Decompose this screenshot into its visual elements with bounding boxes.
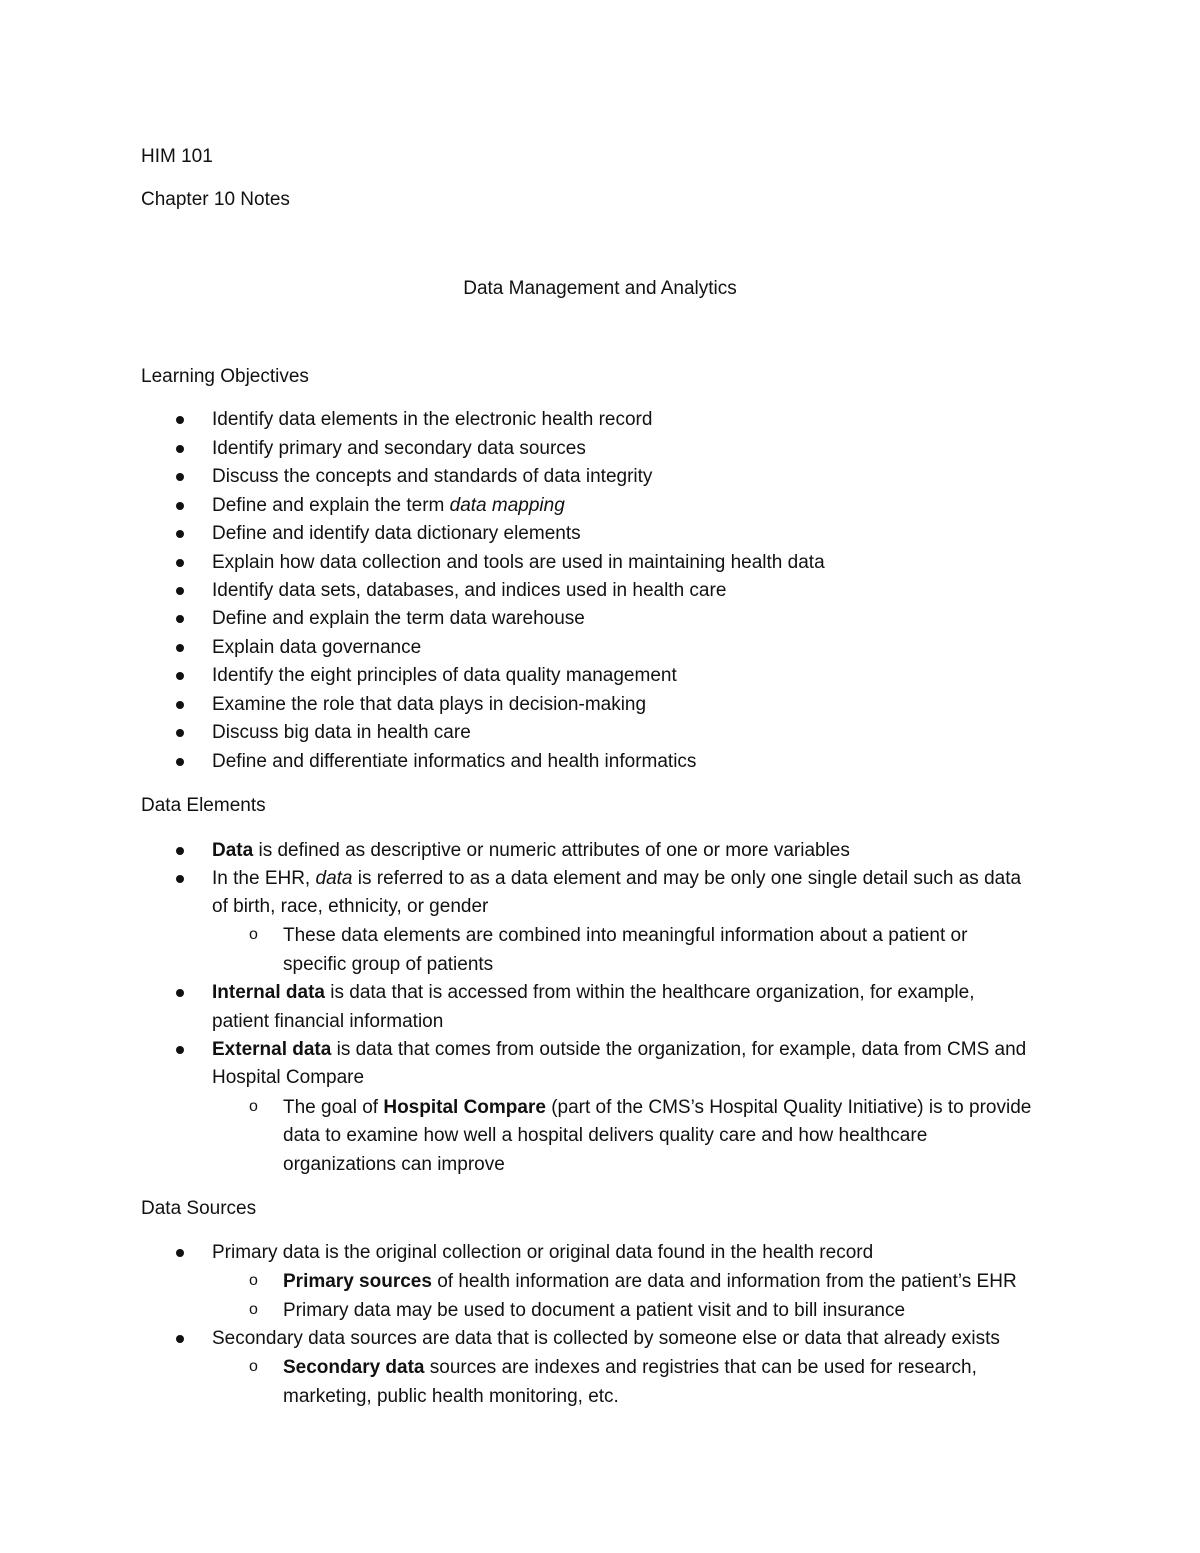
objective-item: Define and differentiate informatics and health informatics bbox=[212, 751, 697, 772]
bullet-icon bbox=[176, 729, 184, 737]
list-item bbox=[212, 1036, 1026, 1065]
sub-bullet-icon: o bbox=[249, 1272, 258, 1289]
bullet-icon bbox=[176, 989, 184, 997]
list-item: Secondary data sources are data that is collected by someone else or data that already exists bbox=[212, 1328, 1000, 1349]
item-text: is data that comes from outside the organization, for example, data from CMS and bbox=[331, 1039, 1027, 1060]
list-item-continuation: Hospital Compare bbox=[212, 1067, 365, 1088]
objective-item: Discuss big data in health care bbox=[212, 722, 471, 743]
item-text: The goal of bbox=[283, 1097, 384, 1118]
sub-list-item bbox=[283, 1268, 1017, 1297]
bullet-icon bbox=[176, 615, 184, 623]
sub-list-item: Primary data may be used to document a patient visit and to bill insurance bbox=[283, 1300, 906, 1321]
objective-item: Define and identify data dictionary elements bbox=[212, 523, 581, 544]
objective-italic-term: data mapping bbox=[449, 495, 565, 516]
sub-list-item-continuation: marketing, public health monitoring, etc. bbox=[283, 1386, 619, 1407]
list-item bbox=[212, 865, 1021, 894]
objectives-heading: Learning Objectives bbox=[141, 366, 309, 387]
objective-item: Explain how data collection and tools are used in maintaining health data bbox=[212, 552, 825, 573]
term-bold: Secondary data bbox=[283, 1357, 425, 1378]
bullet-icon bbox=[176, 445, 184, 453]
sub-list-item: These data elements are combined into meaningful information about a patient or bbox=[283, 925, 968, 946]
bullet-icon bbox=[176, 1335, 184, 1343]
data-sources-heading: Data Sources bbox=[141, 1198, 257, 1219]
sub-bullet-icon: o bbox=[249, 1301, 258, 1318]
list-item bbox=[212, 979, 975, 1008]
term-bold: Primary sources bbox=[283, 1271, 432, 1292]
bullet-icon bbox=[176, 758, 184, 766]
objective-item: Explain data governance bbox=[212, 637, 422, 658]
item-text: In the EHR, bbox=[212, 868, 316, 889]
bullet-icon bbox=[176, 473, 184, 481]
chapter-label: Chapter 10 Notes bbox=[141, 189, 290, 210]
sub-bullet-icon: o bbox=[249, 1358, 258, 1375]
objective-text: Define and explain the term bbox=[212, 495, 450, 516]
objective-item: Define and explain the term data warehouse bbox=[212, 608, 585, 629]
bullet-icon bbox=[176, 847, 184, 855]
sub-list-item bbox=[283, 1354, 977, 1383]
bullet-icon bbox=[176, 875, 184, 883]
term-bold: Data bbox=[212, 840, 254, 861]
course-code: HIM 101 bbox=[141, 146, 213, 167]
sub-bullet-icon: o bbox=[249, 1098, 258, 1115]
bullet-icon bbox=[176, 587, 184, 595]
term-bold: Hospital Compare bbox=[383, 1097, 546, 1118]
sub-list-item bbox=[283, 1094, 1031, 1123]
item-text: is referred to as a data element and may be only one single detail such as data bbox=[352, 868, 1022, 889]
list-item-continuation: patient financial information bbox=[212, 1011, 444, 1032]
bullet-icon bbox=[176, 502, 184, 510]
item-text: sources are indexes and registries that can be used for research, bbox=[424, 1357, 977, 1378]
bullet-icon bbox=[176, 644, 184, 652]
bullet-icon bbox=[176, 416, 184, 424]
item-text: is defined as descriptive or numeric attributes of one or more variables bbox=[253, 840, 850, 861]
item-text: of health information are data and information from the patient’s EHR bbox=[431, 1271, 1017, 1292]
objective-item: Examine the role that data plays in decision-making bbox=[212, 694, 647, 715]
bullet-icon bbox=[176, 559, 184, 567]
list-item-continuation: of birth, race, ethnicity, or gender bbox=[212, 896, 489, 917]
sub-list-item-continuation: data to examine how well a hospital delivers quality care and how healthcare bbox=[283, 1125, 928, 1146]
bullet-icon bbox=[176, 701, 184, 709]
term-bold: External data bbox=[212, 1039, 332, 1060]
bullet-icon bbox=[176, 1046, 184, 1054]
sub-bullet-icon: o bbox=[249, 926, 258, 943]
bullet-icon bbox=[176, 672, 184, 680]
objective-item: Identify data elements in the electronic health record bbox=[212, 409, 653, 430]
item-text: (part of the CMS’s Hospital Quality Initiative) is to provide bbox=[545, 1097, 1032, 1118]
bullet-icon bbox=[176, 1249, 184, 1257]
sub-list-item-continuation: organizations can improve bbox=[283, 1154, 505, 1175]
sub-list-item-continuation: specific group of patients bbox=[283, 954, 494, 975]
item-text: is data that is accessed from within the healthcare organization, for example, bbox=[324, 982, 975, 1003]
objective-item: Identify the eight principles of data quality management bbox=[212, 665, 677, 686]
term-italic: data bbox=[315, 868, 353, 889]
term-bold: Internal data bbox=[212, 982, 325, 1003]
objective-item: Identify data sets, databases, and indices used in health care bbox=[212, 580, 727, 601]
list-item: Primary data is the original collection or original data found in the health record bbox=[212, 1242, 874, 1263]
document-title: Data Management and Analytics bbox=[463, 278, 737, 299]
objective-item: Discuss the concepts and standards of data integrity bbox=[212, 466, 653, 487]
objective-item: Identify primary and secondary data sources bbox=[212, 438, 586, 459]
data-elements-heading: Data Elements bbox=[141, 795, 266, 816]
objective-item bbox=[212, 492, 565, 521]
list-item bbox=[212, 837, 850, 866]
bullet-icon bbox=[176, 530, 184, 538]
